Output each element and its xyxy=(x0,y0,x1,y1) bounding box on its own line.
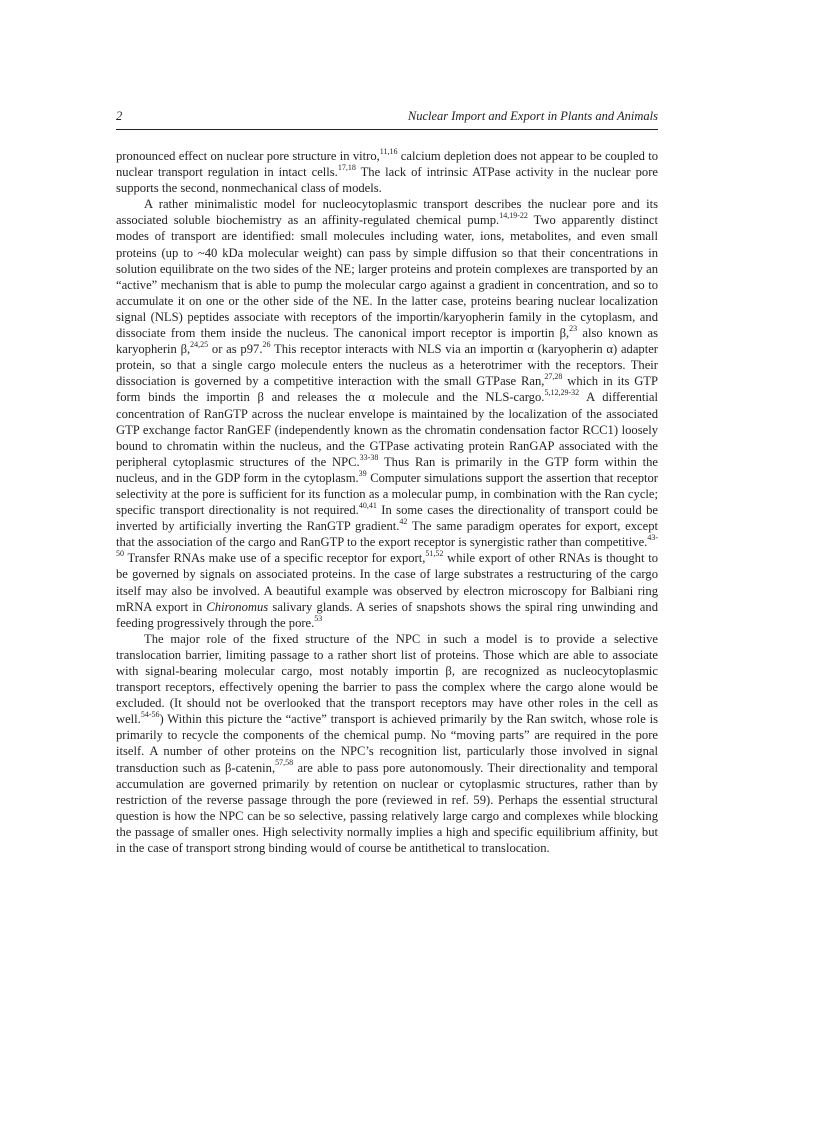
citation-ref: 33-38 xyxy=(359,452,379,462)
text-run: or as p97. xyxy=(208,342,263,357)
paragraph-1 xyxy=(116,148,658,196)
text-run: Two apparently distinct modes of transport are identified: small molecules including water, ions, metabolites, and even small proteins (up to ~40 kDa molecular weight) can pass by simple diffusion so that their concentrations in solution equilibrate on the two sides of the NE; larger proteins and protein complexes are transported by an “active” mechanism that is able to pump the molecular cargo against a gradient in concentration, and so to accumulate it on one or the other side of the NE. In the latter case, proteins bearing nuclear localization signal (NLS) peptides associate with receptors of the importin/karyopherin family in the cytoplasm, and dissociate from them inside the nucleus. The canonical import receptor is importin β, xyxy=(116,213,658,341)
text-run: which in its GTP form binds the importin β and releases the α molecule and the NLS-cargo. xyxy=(116,374,659,405)
citation-ref: 57,58 xyxy=(275,758,294,768)
text-run: Thus Ran is primarily in the GTP form within the nucleus, and in the GDP form in the cytoplasm. xyxy=(116,454,658,485)
citation-ref: 39 xyxy=(358,468,367,478)
text-run: In some cases the directionality of transport could be inverted by artificially inverting the RanGTP gradient. xyxy=(116,503,658,534)
citation-ref: 24,25 xyxy=(190,339,209,349)
paragraph-2 xyxy=(116,196,658,631)
text-run: The same paradigm operates for export, except that the association of the cargo and RanGTP to the export receptor is synergistic rather than competitive. xyxy=(116,519,658,550)
citation-ref: 11,16 xyxy=(379,146,398,156)
text-run: are able to pass pore autonomously. Their directionality and temporal accumulation are governed primarily by retention on nuclear or cytoplasmic structures, rather than by restriction of the reverse passage through the pore (reviewed in ref. 59). Perhaps the essential structural question is how the NPC can be so selective, passing relatively large cargo and complexes while blocking the passage of smaller ones. High selectivity normally implies a high and specific equilibrium affinity, but in the case of transport strong binding would of course be antithetical to translocation. xyxy=(116,760,658,856)
citation-ref: 27,28 xyxy=(544,372,563,382)
citation-ref: 23 xyxy=(569,323,578,333)
page-number: 2 xyxy=(116,109,123,123)
citation-ref: 5,12,29-32 xyxy=(544,388,580,398)
text-run: salivary glands. A series of snapshots shows the spiral ring unwinding and feeding progressively through the pore. xyxy=(116,599,658,630)
text-run: The lack of intrinsic ATPase activity in the nuclear pore supports the second, nonmechanical class of models. xyxy=(116,165,658,196)
text-run: while export of other RNAs is thought to be governed by signals on associated proteins. In the case of large substrates a restructuring of the cargo itself may also be involved. A beautiful example was observed by electron microscopy for Balbiani ring mRNA export in xyxy=(116,551,658,614)
running-header xyxy=(116,109,658,130)
citation-ref: 40,41 xyxy=(358,500,377,510)
text-run: This receptor interacts with NLS via an importin α (karyopherin α) adapter protein, so that a single cargo molecule enters the nucleus as a heterotrimer with the receptors. Their dissociation is governed by a competitive interaction with the small GTPase Ran, xyxy=(116,342,658,389)
citation-ref: 26 xyxy=(262,339,271,349)
italic-term: Chironomus xyxy=(206,599,269,614)
text-run: ) Within this picture the “active” transport is achieved primarily by the Ran switch, whose role is primarily to recycle the components of the chemical pump. No “moving parts” are required in the pore itself. A number of other proteins on the NPC’s recognition list, particularly those involved in signal transduction such as β-catenin, xyxy=(116,712,658,775)
citation-ref: 43-50 xyxy=(116,533,658,559)
citation-ref: 17,18 xyxy=(337,162,356,172)
citation-ref: 54-56 xyxy=(140,710,160,720)
running-title: Nuclear Import and Export in Plants and Animals xyxy=(407,109,658,123)
body-text xyxy=(116,148,658,856)
text-run: also known as karyopherin β, xyxy=(116,326,658,357)
text-run: Computer simulations support the assertion that receptor selectivity at the pore is sufficient for its function as a molecular pump, in combination with the Ran cycle; specific transport directionality is not required. xyxy=(116,470,658,518)
paragraph-3 xyxy=(116,631,658,856)
text-run: calcium depletion does not appear to be coupled to nuclear transport regulation in intact cells. xyxy=(116,149,658,180)
text-run: Transfer RNAs make use of a specific receptor for export, xyxy=(124,551,426,566)
citation-ref: 51,52 xyxy=(425,549,444,559)
text-run: The major role of the fixed structure of the NPC in such a model is to provide a selective translocation barrier, limiting passage to a rather short list of proteins. Those which are able to associate with signal-bearing molecular cargo, most notably importin β, are recognized as nucleocytoplasmic transport receptors, effectively opening the barrier to pass the complex where the cargo alone would be excluded. (It should not be overlooked that the transport receptors may have other roles in the cell as well. xyxy=(116,631,658,727)
text-run: A differential concentration of RanGTP across the nuclear envelope is maintained by the localization of the associated GTP exchange factor RanGEF (independently known as the chromatin condensation factor RCC1) loosely bound to chromatin within the nucleus, and the GTPase activating protein RanGAP associated with the peripheral cytoplasmic structures of the NPC. xyxy=(116,390,659,469)
citation-ref: 14,19-22 xyxy=(499,211,528,221)
citation-ref: 42 xyxy=(399,516,408,526)
citation-ref: 53 xyxy=(314,613,323,623)
text-run: A rather minimalistic model for nucleocytoplasmic transport describes the nuclear pore and its associated soluble biochemistry as an affinity-regulated chemical pump. xyxy=(116,197,658,228)
text-run: pronounced effect on nuclear pore structure in vitro, xyxy=(116,149,380,163)
